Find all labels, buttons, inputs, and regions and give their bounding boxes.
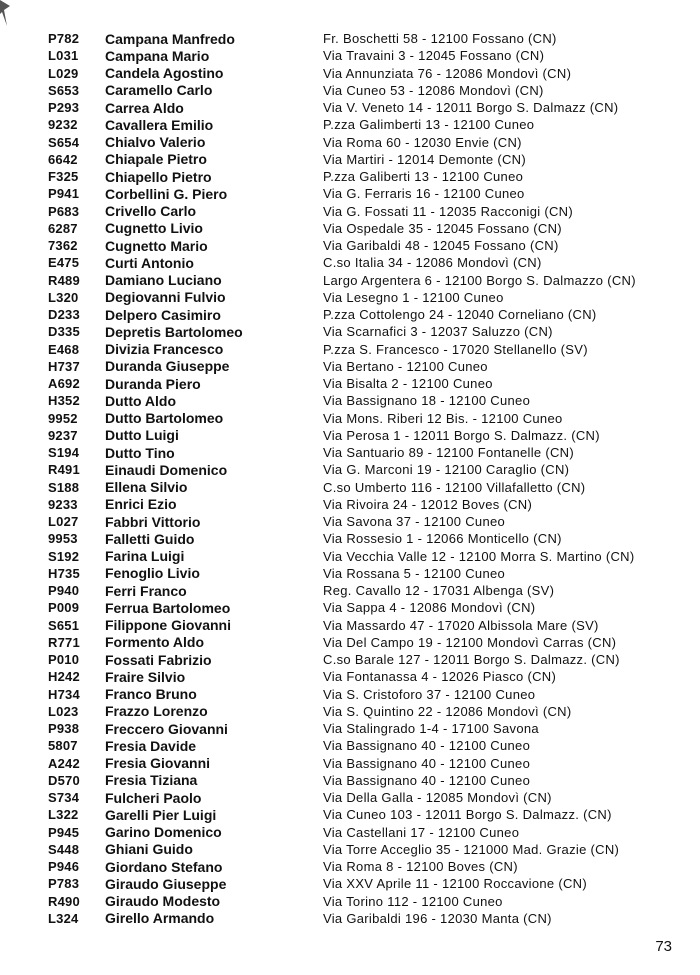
entry-code: S654 <box>48 134 80 150</box>
entry-name: Chiapello Pietro <box>105 168 212 185</box>
entry-code: P782 <box>48 31 80 47</box>
entry-address: Largo Argentera 6 - 12100 Borgo S. Dalmazzo (CN) <box>323 272 636 288</box>
entry-address: Via Rossesio 1 - 12066 Monticello (CN) <box>323 531 562 547</box>
list-item <box>0 47 700 64</box>
entry-address: Via Sappa 4 - 12086 Mondovì (CN) <box>323 600 536 616</box>
entry-address: Via Santuario 89 - 12100 Fontanelle (CN) <box>323 445 574 461</box>
list-item <box>0 668 700 685</box>
entry-address: Via Stalingrado 1-4 - 17100 Savona <box>323 721 539 737</box>
entry-code: P940 <box>48 583 80 599</box>
list-item <box>0 703 700 720</box>
entry-name: Duranda Piero <box>105 375 201 392</box>
entry-name: Fenoglio Livio <box>105 565 200 582</box>
list-item <box>0 289 700 306</box>
entry-address: Via Torre Acceglio 35 - 121000 Mad. Grazie (CN) <box>323 841 620 857</box>
entry-code: R489 <box>48 272 80 288</box>
list-item <box>0 427 700 444</box>
entry-address: Via G. Marconi 19 - 12100 Caraglio (CN) <box>323 462 570 478</box>
list-item <box>0 651 700 668</box>
entry-code: P941 <box>48 186 80 202</box>
entry-code: L324 <box>48 910 79 926</box>
entry-address: Via Savona 37 - 12100 Cuneo <box>323 514 506 530</box>
entry-address: Via G. Ferraris 16 - 12100 Cuneo <box>323 186 525 202</box>
entry-name: Fulcheri Paolo <box>105 789 202 806</box>
list-item <box>0 99 700 116</box>
entry-name: Filippone Giovanni <box>105 617 231 634</box>
entry-code: H737 <box>48 358 80 374</box>
entry-name: Ghiani Guido <box>105 841 193 858</box>
list-item <box>0 875 700 892</box>
entry-address: Via Roma 60 - 12030 Envie (CN) <box>323 134 522 150</box>
list-item <box>0 634 700 651</box>
list-item <box>0 582 700 599</box>
list-item <box>0 375 700 392</box>
entry-code: 6642 <box>48 151 78 167</box>
entry-code: P009 <box>48 600 80 616</box>
entry-address: Via Scarnafici 3 - 12037 Saluzzo (CN) <box>323 324 553 340</box>
entry-name: Corbellini G. Piero <box>105 185 228 202</box>
entry-code: P938 <box>48 721 80 737</box>
list-item <box>0 358 700 375</box>
entry-code: 6287 <box>48 220 78 236</box>
entry-name: Falletti Guido <box>105 530 195 547</box>
entry-name: Fresia Giovanni <box>105 755 211 772</box>
entry-name: Frazzo Lorenzo <box>105 703 208 720</box>
entry-code: S734 <box>48 790 80 806</box>
list-item <box>0 306 700 323</box>
entry-code: A692 <box>48 376 80 392</box>
entry-address: Via Garibaldi 196 - 12030 Manta (CN) <box>323 910 552 926</box>
entry-address: P.zza S. Francesco - 17020 Stellanello (SV) <box>323 341 588 357</box>
list-item <box>0 479 700 496</box>
entry-name: Crivello Carlo <box>105 203 197 220</box>
list-item <box>0 513 700 530</box>
entry-name: Fabbri Vittorio <box>105 513 201 530</box>
list-item <box>0 910 700 927</box>
entry-name: Garino Domenico <box>105 824 222 841</box>
list-item <box>0 116 700 133</box>
entry-name: Giraudo Giuseppe <box>105 875 227 892</box>
entry-code: D233 <box>48 307 80 323</box>
entry-address: Via Fontanassa 4 - 12026 Piasco (CN) <box>323 669 557 685</box>
entry-code: R491 <box>48 462 80 478</box>
entry-list <box>0 30 700 927</box>
entry-name: Depretis Bartolomeo <box>105 323 243 340</box>
entry-name: Duranda Giuseppe <box>105 358 230 375</box>
entry-code: L320 <box>48 289 79 305</box>
entry-name: Fresia Tiziana <box>105 772 198 789</box>
entry-address: Via Bassignano 40 - 12100 Cuneo <box>323 755 531 771</box>
entry-name: Farina Luigi <box>105 548 185 565</box>
entry-name: Fossati Fabrizio <box>105 651 212 668</box>
entry-address: Via Perosa 1 - 12011 Borgo S. Dalmazz. (CN) <box>323 427 600 443</box>
entry-code: D570 <box>48 772 80 788</box>
entry-name: Enrici Ezio <box>105 496 177 513</box>
entry-name: Franco Bruno <box>105 686 197 703</box>
entry-code: S448 <box>48 841 80 857</box>
entry-name: Cugnetto Livio <box>105 220 203 237</box>
list-item <box>0 220 700 237</box>
entry-name: Dutto Luigi <box>105 427 179 444</box>
entry-code: D335 <box>48 324 80 340</box>
list-item <box>0 755 700 772</box>
entry-code: L031 <box>48 48 79 64</box>
entry-name: Damiano Luciano <box>105 272 222 289</box>
entry-address: Via Rivoira 24 - 12012 Boves (CN) <box>323 496 533 512</box>
entry-name: Campana Mario <box>105 47 210 64</box>
list-item <box>0 720 700 737</box>
entry-address: Via Bisalta 2 - 12100 Cuneo <box>323 376 493 392</box>
entry-address: Via Castellani 17 - 12100 Cuneo <box>323 824 520 840</box>
entry-name: Ferrua Bartolomeo <box>105 599 231 616</box>
entry-name: Dutto Aldo <box>105 392 177 409</box>
entry-code: 9233 <box>48 496 78 512</box>
list-item <box>0 789 700 806</box>
entry-code: R490 <box>48 893 80 909</box>
entry-address: Via Bassignano 18 - 12100 Cuneo <box>323 393 531 409</box>
list-item <box>0 168 700 185</box>
list-item <box>0 185 700 202</box>
entry-address: Via Rossana 5 - 12100 Cuneo <box>323 565 506 581</box>
list-item <box>0 65 700 82</box>
entry-address: Via Vecchia Valle 12 - 12100 Morra S. Martino (CN) <box>323 548 635 564</box>
entry-name: Divizia Francesco <box>105 341 224 358</box>
list-item <box>0 254 700 271</box>
list-item <box>0 737 700 754</box>
list-item <box>0 444 700 461</box>
entry-address: Via Del Campo 19 - 12100 Mondovì Carras (CN) <box>323 634 617 650</box>
entry-code: 9232 <box>48 117 78 133</box>
list-item <box>0 151 700 168</box>
list-item <box>0 565 700 582</box>
entry-name: Curti Antonio <box>105 254 194 271</box>
entry-address: C.so Barale 127 - 12011 Borgo S. Dalmazz. (CN) <box>323 652 620 668</box>
entry-code: 9952 <box>48 410 78 426</box>
entry-name: Candela Agostino <box>105 65 224 82</box>
list-item <box>0 599 700 616</box>
entry-address: Via Ospedale 35 - 12045 Fossano (CN) <box>323 220 562 236</box>
entry-name: Chiapale Pietro <box>105 151 207 168</box>
list-item <box>0 617 700 634</box>
entry-code: S651 <box>48 617 80 633</box>
entry-address: Via Massardo 47 - 17020 Albissola Mare (SV) <box>323 617 599 633</box>
entry-address: Via V. Veneto 14 - 12011 Borgo S. Dalmazz (CN) <box>323 100 619 116</box>
entry-code: 9237 <box>48 427 78 443</box>
entry-address: P.zza Galimberti 13 - 12100 Cuneo <box>323 117 535 133</box>
entry-code: 9953 <box>48 531 78 547</box>
entry-address: P.zza Galiberti 13 - 12100 Cuneo <box>323 169 524 185</box>
entry-name: Einaudi Domenico <box>105 461 228 478</box>
entry-address: Via Cuneo 103 - 12011 Borgo S. Dalmazz. (CN) <box>323 807 612 823</box>
scan-mark <box>0 0 12 28</box>
entry-address: Via Bertano - 12100 Cuneo <box>323 358 488 374</box>
entry-name: Girello Armando <box>105 910 215 927</box>
entry-code: S194 <box>48 445 80 461</box>
list-item <box>0 272 700 289</box>
list-item <box>0 461 700 478</box>
entry-address: Via Della Galla - 12085 Mondovì (CN) <box>323 790 552 806</box>
entry-name: Campana Manfredo <box>105 30 235 47</box>
entry-name: Cavallera Emilio <box>105 116 214 133</box>
entry-code: F325 <box>48 169 79 185</box>
entry-address: Via Torino 112 - 12100 Cuneo <box>323 893 503 909</box>
entry-address: Via Cuneo 53 - 12086 Mondovì (CN) <box>323 82 544 98</box>
entry-address: Via Roma 8 - 12100 Boves (CN) <box>323 859 518 875</box>
entry-code: P010 <box>48 652 80 668</box>
list-item <box>0 496 700 513</box>
entry-address: P.zza Cottolengo 24 - 12040 Corneliano (CN) <box>323 307 597 323</box>
entry-code: L027 <box>48 514 79 530</box>
list-item <box>0 410 700 427</box>
entry-address: Via Garibaldi 48 - 12045 Fossano (CN) <box>323 238 559 254</box>
entry-name: Degiovanni Fulvio <box>105 289 226 306</box>
list-item <box>0 548 700 565</box>
list-item <box>0 203 700 220</box>
list-item <box>0 392 700 409</box>
entry-address: Via S. Cristoforo 37 - 12100 Cuneo <box>323 686 536 702</box>
entry-address: Fr. Boschetti 58 - 12100 Fossano (CN) <box>323 31 557 47</box>
entry-code: 5807 <box>48 738 78 754</box>
entry-code: 7362 <box>48 238 78 254</box>
entry-code: L023 <box>48 703 79 719</box>
list-item <box>0 893 700 910</box>
entry-address: Via Annunziata 76 - 12086 Mondovì (CN) <box>323 65 572 81</box>
entry-code: H735 <box>48 565 80 581</box>
entry-code: L029 <box>48 65 79 81</box>
entry-name: Fraire Silvio <box>105 668 186 685</box>
list-item <box>0 806 700 823</box>
entry-address: Via XXV Aprile 11 - 12100 Roccavione (CN) <box>323 876 588 892</box>
entry-code: P945 <box>48 824 80 840</box>
entry-code: E475 <box>48 255 80 271</box>
entry-name: Carrea Aldo <box>105 99 184 116</box>
entry-name: Giraudo Modesto <box>105 893 221 910</box>
entry-code: S188 <box>48 479 80 495</box>
entry-code: A242 <box>48 755 80 771</box>
entry-code: R771 <box>48 634 80 650</box>
list-item <box>0 772 700 789</box>
entry-name: Fresia Davide <box>105 737 197 754</box>
entry-address: Via Lesegno 1 - 12100 Cuneo <box>323 289 504 305</box>
list-item <box>0 134 700 151</box>
entry-address: Reg. Cavallo 12 - 17031 Albenga (SV) <box>323 583 555 599</box>
list-item <box>0 686 700 703</box>
entry-address: Via Martiri - 12014 Demonte (CN) <box>323 151 526 167</box>
entry-code: E468 <box>48 341 80 357</box>
entry-code: L322 <box>48 807 79 823</box>
entry-code: P293 <box>48 100 80 116</box>
entry-name: Freccero Giovanni <box>105 720 228 737</box>
entry-name: Cugnetto Mario <box>105 237 208 254</box>
list-item <box>0 841 700 858</box>
list-item <box>0 237 700 254</box>
entry-code: H352 <box>48 393 80 409</box>
entry-name: Garelli Pier Luigi <box>105 806 217 823</box>
entry-name: Giordano Stefano <box>105 858 223 875</box>
entry-name: Dutto Tino <box>105 444 175 461</box>
page-number: 73 <box>655 938 672 955</box>
entry-name: Dutto Bartolomeo <box>105 410 224 427</box>
entry-code: P683 <box>48 203 80 219</box>
list-item <box>0 341 700 358</box>
list-item <box>0 82 700 99</box>
entry-name: Chialvo Valerio <box>105 134 206 151</box>
entry-code: H734 <box>48 686 80 702</box>
list-item <box>0 30 700 47</box>
entry-name: Delpero Casimiro <box>105 306 221 323</box>
entry-code: P946 <box>48 859 80 875</box>
entry-address: Via Bassignano 40 - 12100 Cuneo <box>323 738 531 754</box>
entry-name: Ferri Franco <box>105 582 187 599</box>
list-item <box>0 824 700 841</box>
list-item <box>0 858 700 875</box>
entry-code: H242 <box>48 669 80 685</box>
list-item <box>0 323 700 340</box>
entry-address: Via Bassignano 40 - 12100 Cuneo <box>323 772 531 788</box>
entry-code: S653 <box>48 82 80 98</box>
entry-name: Formento Aldo <box>105 634 205 651</box>
entry-address: C.so Italia 34 - 12086 Mondovì (CN) <box>323 255 542 271</box>
entry-address: C.so Umberto 116 - 12100 Villafalletto (CN) <box>323 479 586 495</box>
entry-name: Ellena Silvio <box>105 479 188 496</box>
entry-name: Caramello Carlo <box>105 82 213 99</box>
entry-address: Via Mons. Riberi 12 Bis. - 12100 Cuneo <box>323 410 563 426</box>
entry-code: P783 <box>48 876 80 892</box>
entry-code: S192 <box>48 548 80 564</box>
list-item <box>0 530 700 547</box>
entry-address: Via G. Fossati 11 - 12035 Racconigi (CN) <box>323 203 573 219</box>
entry-address: Via S. Quintino 22 - 12086 Mondovì (CN) <box>323 703 572 719</box>
entry-address: Via Travaini 3 - 12045 Fossano (CN) <box>323 48 545 64</box>
